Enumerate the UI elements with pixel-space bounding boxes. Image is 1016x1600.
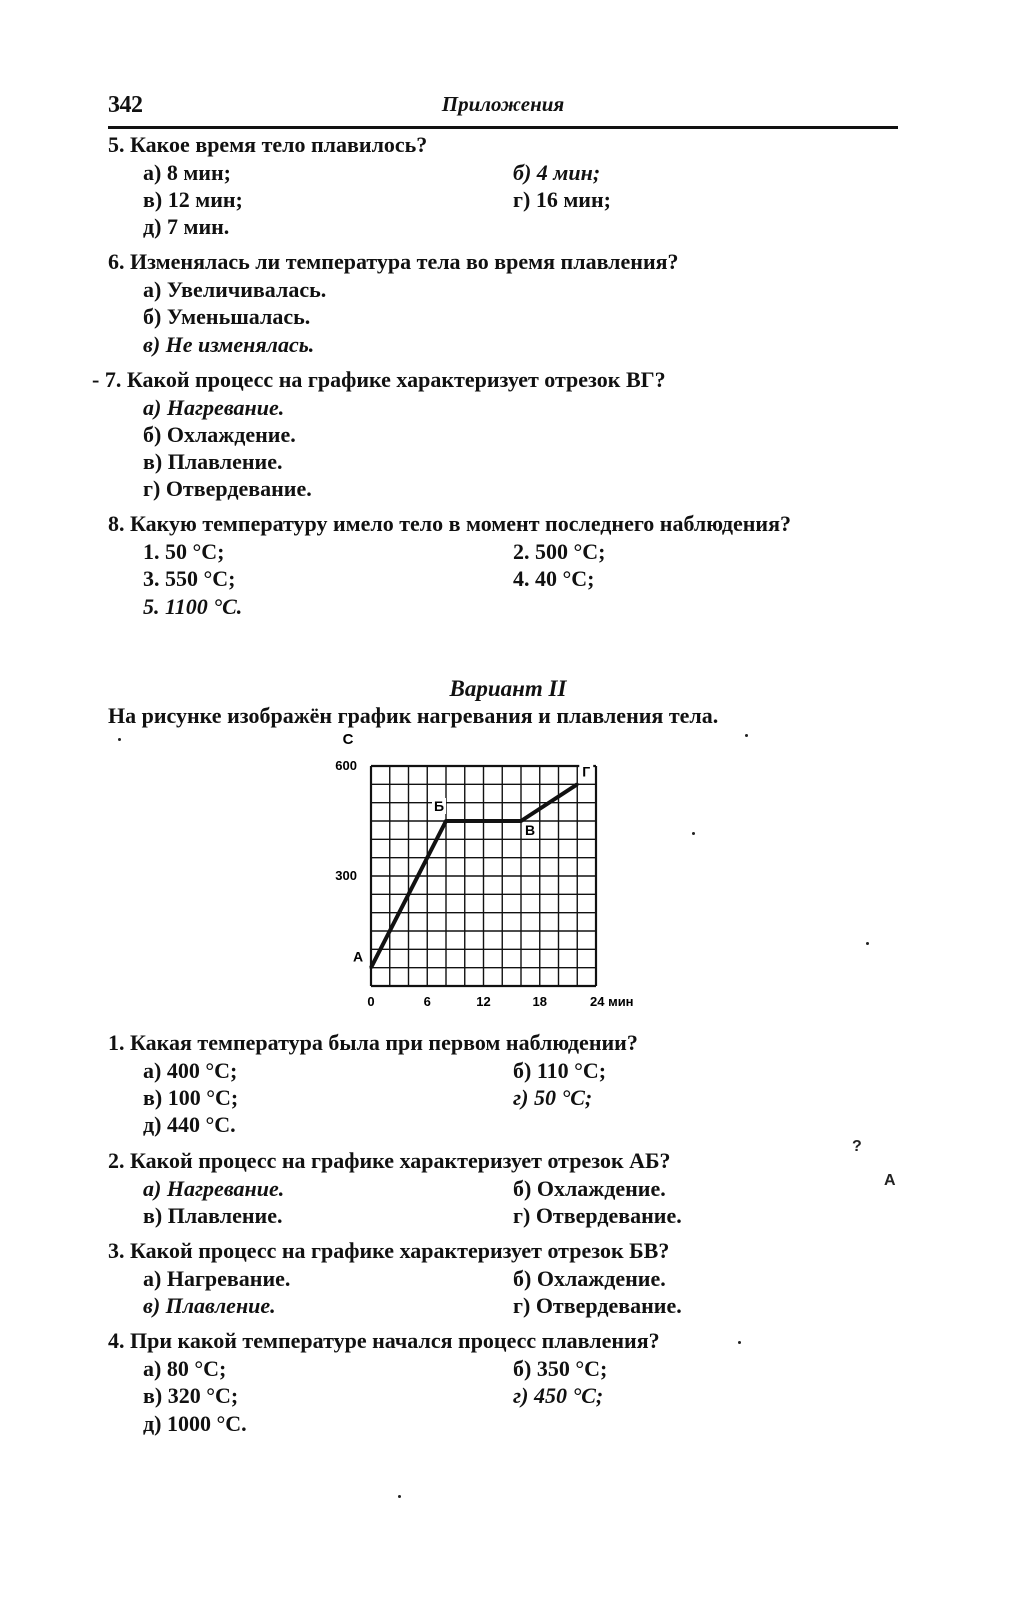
data-point [445, 820, 448, 823]
y-tick-label: 600 [335, 758, 357, 773]
margin-mark: А [884, 1172, 896, 1189]
answer-option: д) 440 °C. [143, 1112, 236, 1137]
answer-option: в) Плавление. [143, 1203, 283, 1228]
answer-option: б) Охлаждение. [513, 1176, 666, 1201]
answer-option: б) Охлаждение. [513, 1266, 666, 1291]
y-axis-label: С [342, 731, 354, 748]
page-header [108, 92, 898, 129]
point-label: Б [433, 798, 445, 814]
question-text: 5. Какое время тело плавилось? [108, 132, 428, 157]
answer-option: а) Нагревание. [143, 395, 285, 420]
running-title: Приложения [441, 92, 565, 116]
answer-option: б) 110 °C; [513, 1058, 607, 1083]
answer-option: а) Увеличивалась. [143, 277, 327, 302]
question-text: 1. Какая температура была при первом наблюдении? [108, 1030, 638, 1055]
answer-option: д) 1000 °C. [143, 1411, 247, 1436]
answer-option: 1. 50 °C; [143, 539, 225, 564]
answer-option: б) Охлаждение. [143, 422, 296, 447]
answer-option: г) 50 °C; [513, 1085, 593, 1110]
data-point [576, 783, 579, 786]
question-text: 4. При какой температуре начался процесс плавления? [108, 1328, 660, 1353]
heating-chart [330, 722, 670, 1022]
data-point [370, 966, 373, 969]
page-number: 342 [108, 92, 143, 118]
scan-speck [692, 832, 695, 835]
point-label: В [524, 822, 536, 838]
answer-option: г) 16 мин; [513, 187, 611, 212]
answer-option: д) 7 мин. [143, 214, 230, 239]
x-tick-label: 0 [367, 994, 375, 1009]
question-text: 3. Какой процесс на графике характеризует отрезок БВ? [108, 1238, 670, 1263]
answer-option: г) 450 °C; [513, 1383, 604, 1408]
answer-option: б) Уменьшалась. [143, 304, 311, 329]
answer-option: в) Не изменялась. [143, 332, 315, 357]
answer-option: г) Отвердевание. [513, 1203, 682, 1228]
answer-option: 2. 500 °C; [513, 539, 606, 564]
point-label: Г [582, 763, 591, 780]
x-tick-label: 12 [476, 994, 491, 1009]
answer-option: 4. 40 °C; [513, 566, 595, 591]
x-tick-label: 24 мин [590, 994, 634, 1009]
scan-speck [866, 942, 869, 945]
answer-option: г) Отвердевание. [143, 476, 312, 501]
point-label: А [352, 948, 364, 965]
answer-option: а) 80 °C; [143, 1356, 227, 1381]
question-text: 8. Какую температуру имело тело в момент последнего наблюдения? [108, 511, 791, 536]
answer-option: б) 4 мин; [513, 160, 601, 185]
answer-option: г) Отвердевание. [513, 1293, 682, 1318]
answer-option: а) Нагревание. [143, 1176, 285, 1201]
question-text: 2. Какой процесс на графике характеризует отрезок АБ? [108, 1148, 671, 1173]
scan-speck [398, 1495, 401, 1498]
answer-option: а) 400 °C; [143, 1058, 238, 1083]
question-text: 6. Изменялась ли температура тела во время плавления? [108, 249, 679, 274]
x-tick-label: 18 [532, 994, 547, 1009]
answer-option: в) 100 °C; [143, 1085, 239, 1110]
answer-option: в) 320 °C; [143, 1383, 239, 1408]
answer-option: а) Нагревание. [143, 1266, 291, 1291]
scan-speck [118, 738, 121, 741]
answer-option: 3. 550 °C; [143, 566, 236, 591]
scan-speck [738, 1341, 741, 1344]
answer-option: б) 350 °C; [513, 1356, 608, 1381]
data-point [520, 820, 523, 823]
intro-text: На рисунке изображён график нагревания и плавления тела. [108, 703, 719, 728]
margin-mark: ? [852, 1138, 862, 1155]
answer-option: в) 12 мин; [143, 187, 243, 212]
x-tick-label: 6 [423, 994, 431, 1009]
answer-option: 5. 1100 °C. [143, 594, 243, 619]
scan-speck [745, 734, 748, 737]
answer-option: а) 8 мин; [143, 160, 231, 185]
y-tick-label: 300 [335, 868, 357, 883]
answer-option: в) Плавление. [143, 1293, 276, 1318]
variant-title: Вариант II [449, 676, 567, 701]
answer-option: в) Плавление. [143, 449, 283, 474]
question-text: - 7. Какой процесс на графике характеризует отрезок ВГ? [92, 367, 666, 392]
